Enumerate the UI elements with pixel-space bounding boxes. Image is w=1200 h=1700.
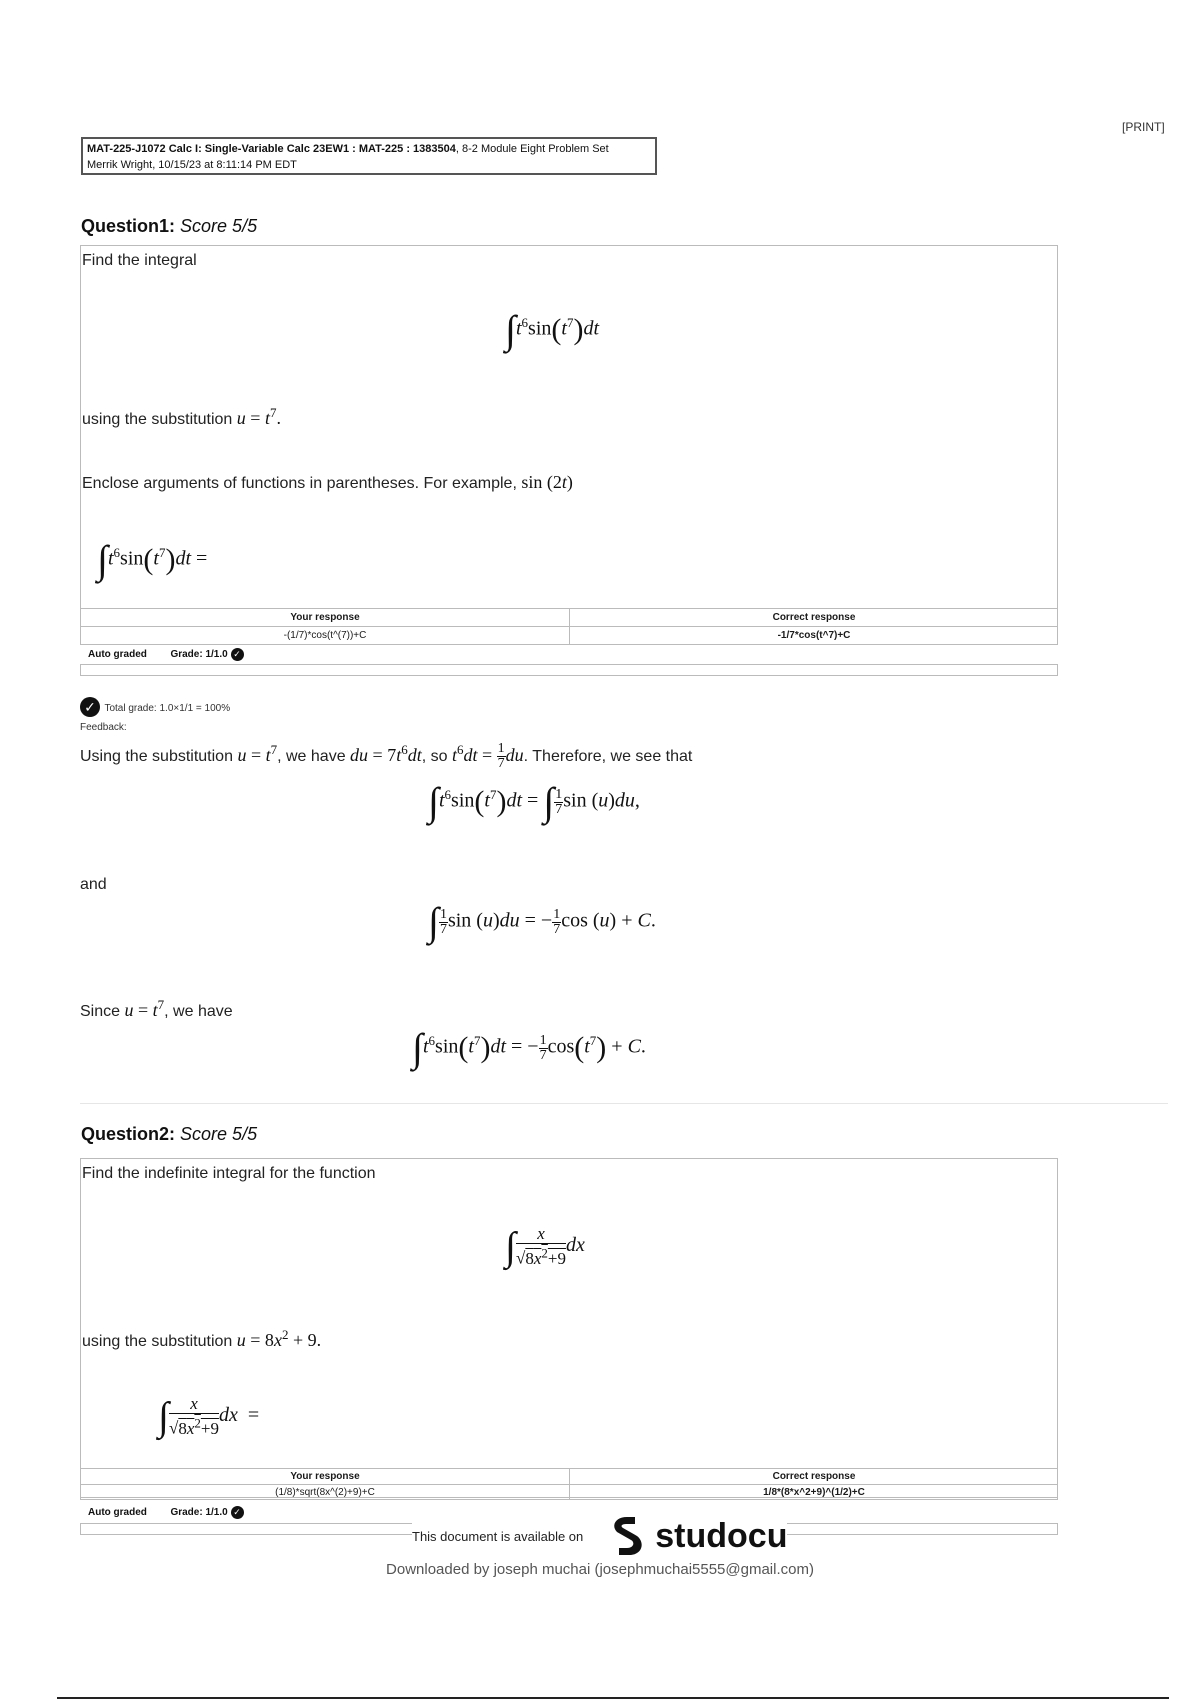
total-grade: Total grade: 1.0×1/1 = 100%: [104, 703, 231, 715]
question1-score: Score 5/5: [180, 216, 258, 236]
feedback-equation-3: $\int t^6\sin(t^7)dt$ = − $\frac{1}{7}$ $\cos(t^7) + C$.: [412, 1025, 646, 1070]
question1-enclose-note: Enclose arguments of functions in parentheses. For example, sin (2t): [82, 472, 573, 492]
student-line: Merrik Wright, 10/15/23 at 8:11:14 PM EDT: [87, 159, 297, 171]
feedback-since-line: Since $u = t^7$, we have: [80, 997, 233, 1020]
enclose-label: Enclose arguments of functions in parentheses. For example,: [82, 475, 517, 492]
question2-integral: ∫ $\frac{x}{√8x^2+9}$ dx: [505, 1223, 585, 1269]
your-response-header-2: Your response: [290, 1471, 360, 1482]
question2-label: Question2:: [81, 1124, 176, 1144]
and-text: and: [80, 876, 107, 893]
course-title: MAT-225-J1072 Calc I: Single-Variable Calc 23EW1 : MAT-225 : 1383504: [87, 143, 456, 155]
feedback-intro: Using the substitution: [80, 748, 233, 765]
question1-title: [81, 216, 257, 237]
question2-grade-line: [88, 1506, 244, 1519]
question1-integral: $\int t^6\sin(t^7)dt$: [505, 307, 599, 352]
feedback-therefore: . Therefore, we see that: [523, 748, 693, 765]
auto-graded-label-2: Auto graded: [88, 1507, 147, 1519]
check-icon: ✓: [231, 648, 244, 661]
auto-graded-label: Auto graded: [88, 649, 147, 661]
correct-response-header: Correct response: [772, 612, 856, 623]
feedback-equation-2: ∫ $\frac{1}{7}$ sin (u)du = − $\frac{1}{7}$ cos (u) + C.: [428, 899, 656, 944]
question1-response-table: [80, 608, 1058, 645]
downloaded-by: Downloaded by joseph muchai (josephmuchai5555@gmail.com): [386, 1561, 814, 1578]
question2-prompt: Find the indefinite integral for the function: [82, 1165, 376, 1182]
we-have-label: , we have: [164, 1003, 233, 1020]
question1-prompt: Find the integral: [82, 252, 197, 269]
correct-response-header-2: Correct response: [772, 1471, 856, 1482]
assignment-header: [81, 137, 657, 175]
section-divider: [80, 1103, 1168, 1104]
feedback-so: , so: [421, 748, 448, 765]
correct-response-value-2: 1/8*(8*x^2+9)^(1/2)+C: [763, 1487, 865, 1498]
your-response-value-2: (1/8)*sqrt(8x^(2)+9)+C: [275, 1487, 375, 1498]
question1-grade-line: [88, 648, 244, 661]
page-bottom-rule: [57, 1697, 1169, 1699]
question2-response-table: [80, 1468, 1058, 1500]
since-label: Since: [80, 1003, 121, 1020]
grade-label: Grade: 1/1.0: [170, 649, 228, 661]
studocu-brand: studocu: [655, 1516, 788, 1555]
feedback-equation-1: $\int t^6\sin(t^7)dt$ = ∫ $\frac{1}{7}$ sin (u)du,: [428, 779, 640, 824]
question2-score: Score 5/5: [180, 1124, 258, 1144]
your-response-value: -(1/7)*cos(t^(7))+C: [283, 630, 367, 641]
assignment-title: , 8-2 Module Eight Problem Set: [455, 143, 609, 155]
check-icon-2: ✓: [231, 1506, 244, 1519]
studocu-logo-icon: [605, 1514, 649, 1558]
question2-answer-field: ∫ $\frac{x}{√8x^2+9}$ dx =: [158, 1393, 260, 1439]
feedback-line-1: Using the substitution $u = t^7$, we have du = $7t^6dt$, so $t^6dt$ = $\frac{1}{7}$ du. Therefore, we see that: [80, 741, 693, 772]
studocu-banner[interactable]: [412, 1510, 787, 1562]
question1-answer-field: $\int t^6\sin(t^7)dt$ =: [97, 537, 208, 582]
feedback-mid: , we have: [277, 748, 346, 765]
print-link[interactable]: [PRINT]: [1122, 120, 1165, 134]
question2-title: [81, 1124, 257, 1145]
your-response-header: Your response: [290, 612, 360, 623]
question1-box: [80, 245, 1058, 645]
total-grade-row: [80, 697, 230, 717]
available-text: This document is available on: [412, 1528, 584, 1544]
substitution-label-2: using the substitution: [82, 1333, 233, 1350]
substitution-label: using the substitution: [82, 411, 233, 428]
question2-substitution: using the substitution $u = 8x^2 + 9$.: [82, 1327, 322, 1350]
correct-response-value: -1/7*cos(t^7)+C: [777, 630, 851, 641]
question1-substitution: using the substitution $u = t^7$.: [82, 405, 281, 428]
check-circle-icon: ✓: [80, 697, 100, 717]
grade-label-2: Grade: 1/1.0: [170, 1507, 228, 1519]
feedback-label: Feedback:: [80, 722, 127, 733]
question1-input-strip: [80, 664, 1058, 676]
question1-label: Question1:: [81, 216, 176, 236]
